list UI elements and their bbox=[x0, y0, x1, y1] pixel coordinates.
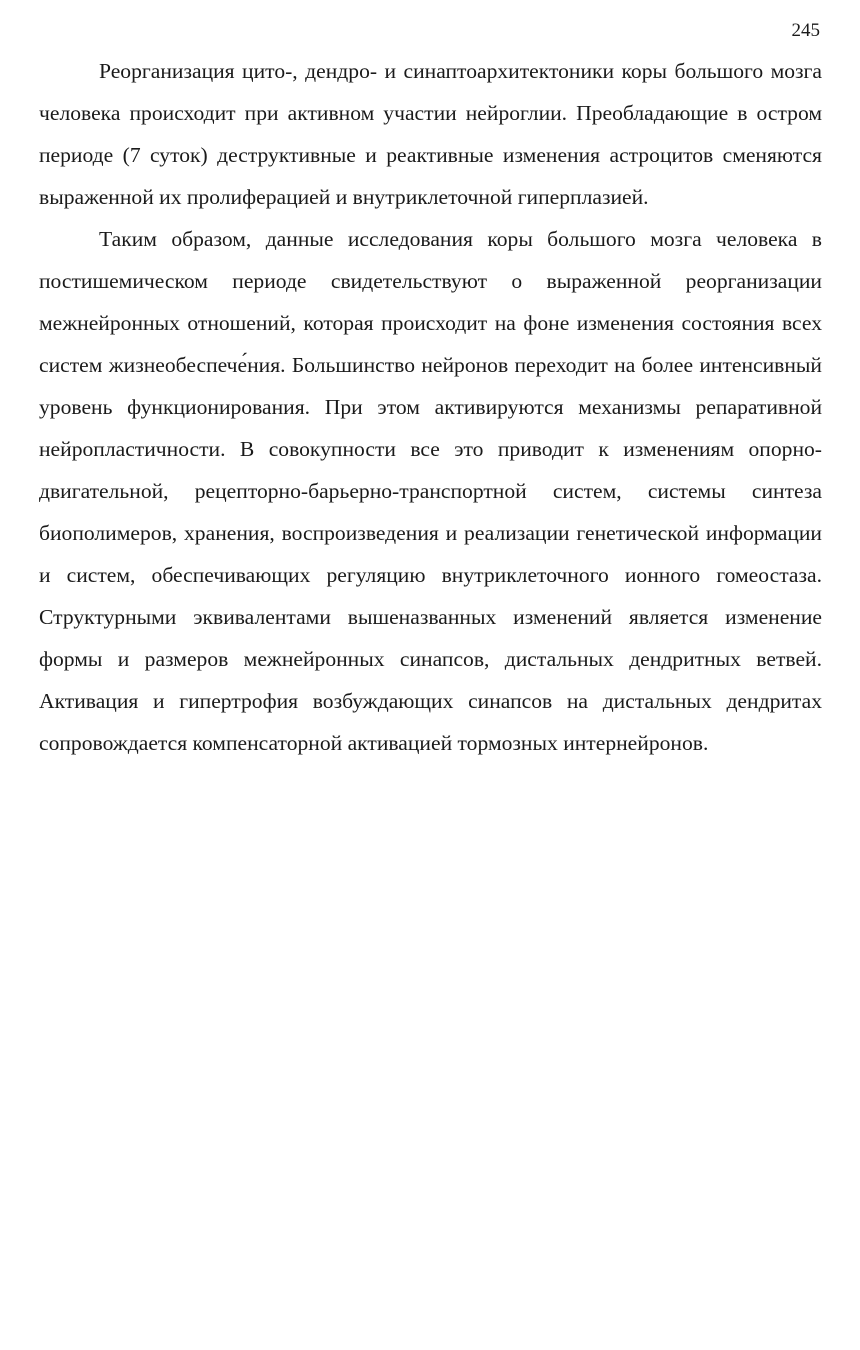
paragraph-glia-reorganization: Реорганизация цито-, дендро- и синаптоархитектоники коры большого мозга человека происходит при активном участии нейроглии. Преобладающие в остром периоде (7 суток) деструктивные и реактивные изменения астроцитов сменяются выраженной их пролиферацией и внутриклеточной гиперплазией. bbox=[39, 59, 822, 209]
document-body bbox=[39, 50, 822, 764]
paragraph-conclusion: Таким образом, данные исследования коры большого мозга человека в постишемическом периоде свидетельствуют о выраженной реорганизации межнейронных отношений, которая происходит на фоне изменения состояния всех систем жизнеобеспече́ния. Большинство нейронов переходит на более интенсивный уровень функционирования. При этом активируются механизмы репаративной нейропластичности. В совокупности все это приводит к изменениям опорно-двигательной, рецепторно-барьерно-транспортной систем, системы синтеза биополимеров, хранения, воспроизведения и реализации генетической информации и систем, обеспечивающих регуляцию внутриклеточного ионного гомеостаза. Структурными эквивалентами вышеназванных изменений является изменение формы и размеров межнейронных синапсов, дистальных дендритных ветвей. Активация и гипертрофия возбуждающих синапсов на дистальных дендритах сопровождается компенсаторной активацией тормозных интернейронов. bbox=[39, 227, 822, 755]
page-number: 245 bbox=[791, 20, 820, 41]
